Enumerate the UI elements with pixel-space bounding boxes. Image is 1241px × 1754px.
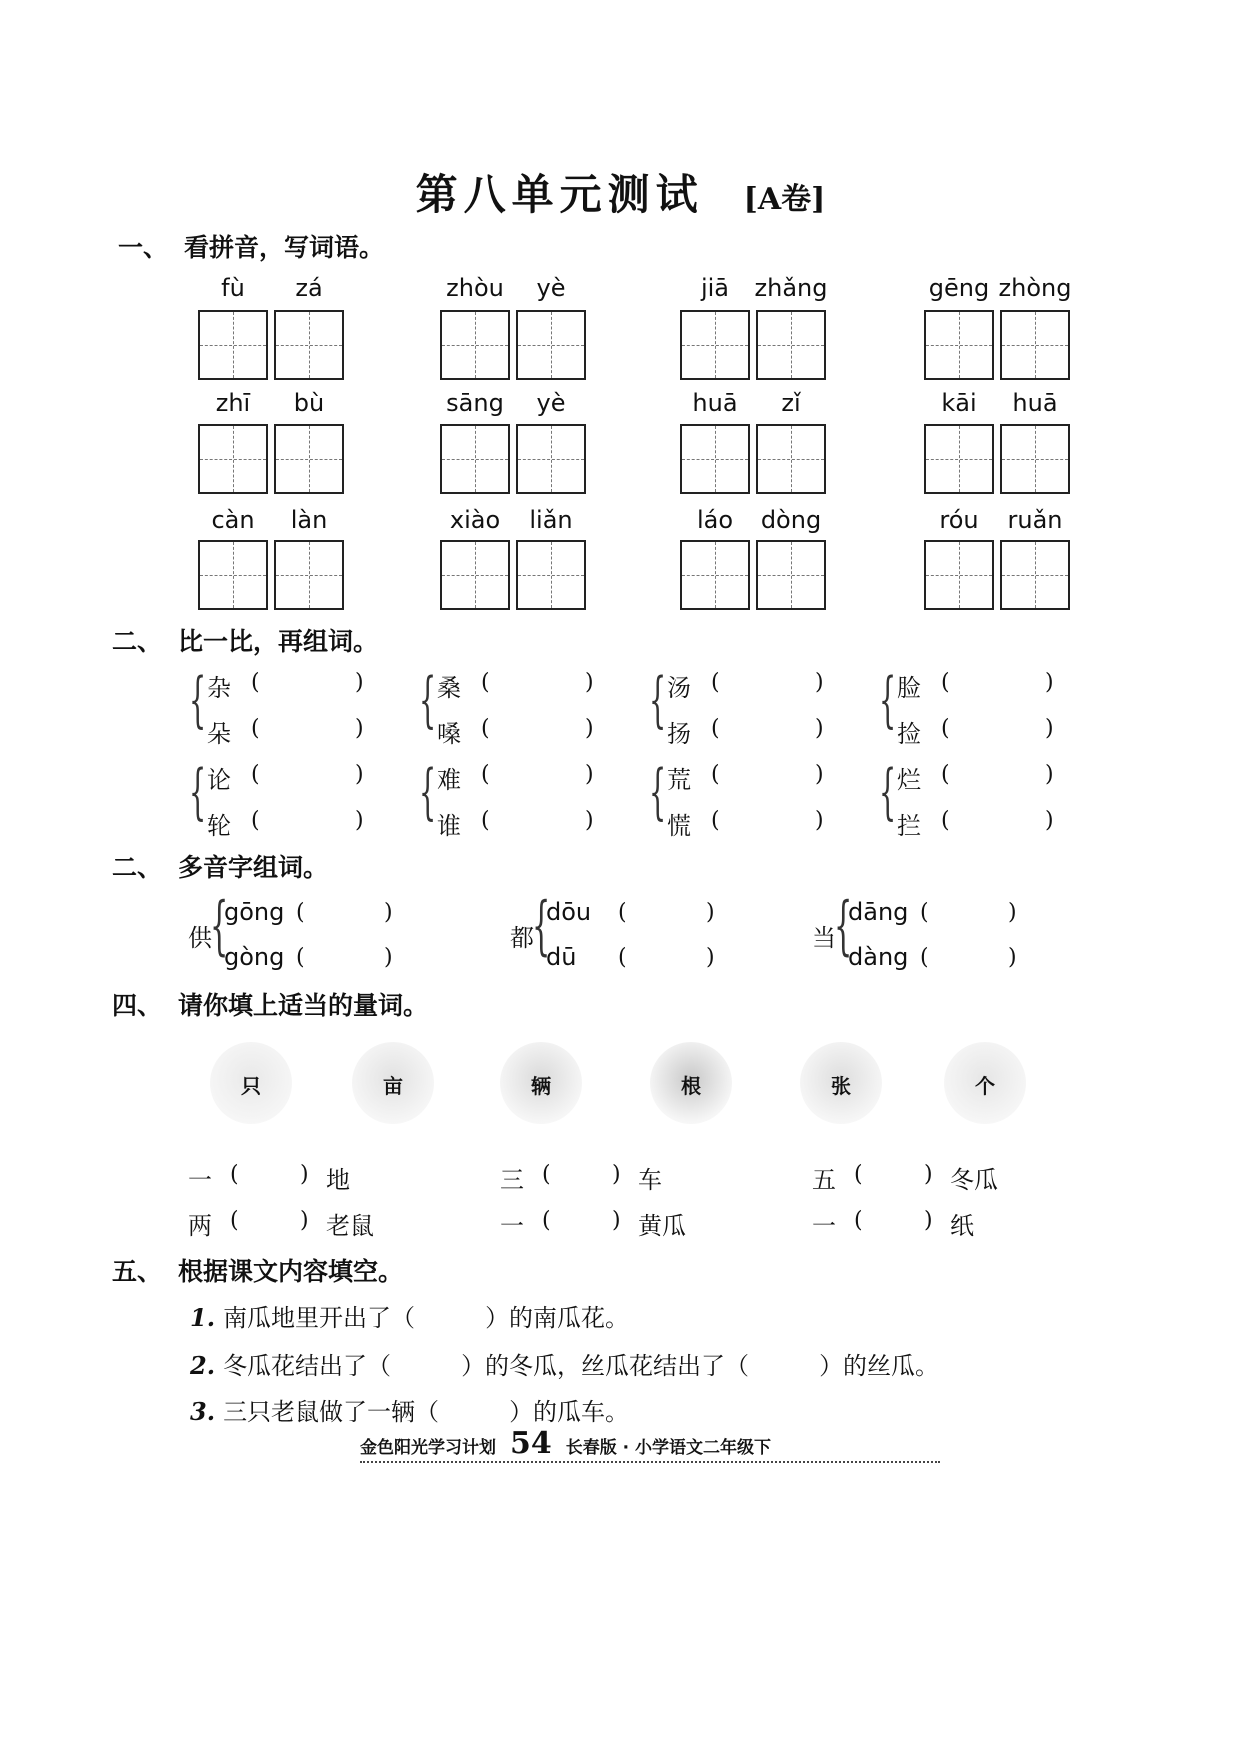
paren-open: ( — [542, 1208, 551, 1233]
writing-box[interactable] — [516, 540, 586, 610]
paren-close: ) — [355, 762, 364, 787]
writing-box[interactable] — [1000, 424, 1070, 494]
pinyin-label: bù — [293, 389, 325, 417]
paren-close: ) — [815, 670, 824, 695]
compare-char: 杂 — [207, 674, 231, 702]
paren-open: ( — [251, 762, 260, 787]
section-number: 一、 — [118, 233, 169, 262]
compare-char: 脸 — [897, 674, 921, 702]
writing-box[interactable] — [440, 424, 510, 494]
compare-char: 捡 — [897, 720, 921, 748]
brace-icon: { — [419, 757, 437, 827]
paren-close: ) — [384, 900, 393, 925]
section-title: 看拼音，写词语。 — [184, 233, 385, 262]
quantity-number: 三 — [500, 1166, 524, 1194]
section-number: 五、 — [112, 1257, 163, 1286]
paren-open: ( — [711, 808, 720, 833]
writing-box[interactable] — [198, 310, 268, 380]
reading-label: dàng — [848, 943, 909, 971]
fill-sentence — [190, 1298, 629, 1333]
answer-blank[interactable] — [955, 760, 1035, 790]
pinyin-label: zhòu — [446, 274, 504, 302]
compare-char: 烂 — [897, 766, 921, 794]
item-number: 2. — [190, 1351, 216, 1380]
fill-sentence — [190, 1346, 939, 1381]
pinyin-label: ruǎn — [1007, 506, 1063, 534]
answer-blank[interactable] — [310, 943, 380, 973]
quantity-number: 一 — [812, 1212, 836, 1240]
answer-blank[interactable] — [265, 760, 345, 790]
section-3-heading — [112, 848, 328, 884]
section-number: 二、 — [112, 853, 163, 882]
paren-close: ) — [585, 762, 594, 787]
writing-box[interactable] — [198, 540, 268, 610]
sentence-part: ）的丝瓜。 — [819, 1352, 940, 1380]
sentence-part: ）的南瓜花。 — [485, 1304, 630, 1332]
compare-char: 难 — [437, 766, 461, 794]
pinyin-label: jiā — [700, 274, 730, 302]
pinyin-label: fù — [221, 274, 245, 302]
paren-open: ( — [481, 762, 490, 787]
paren-close: ) — [924, 1162, 933, 1187]
answer-blank[interactable] — [868, 1206, 918, 1236]
answer-blank[interactable] — [495, 760, 575, 790]
measure-word-bubble — [800, 1042, 882, 1124]
paren-close: ) — [1045, 762, 1054, 787]
pinyin-label: zá — [295, 274, 323, 302]
pinyin-label: huā — [1012, 389, 1058, 417]
paren-open: ( — [481, 670, 490, 695]
pinyin-label: láo — [696, 506, 734, 534]
paren-close: ) — [924, 1208, 933, 1233]
compare-char: 拦 — [897, 812, 921, 840]
pinyin-label: xiào — [449, 506, 501, 534]
brace-icon: { — [879, 665, 897, 735]
paren-open: ( — [920, 945, 929, 970]
pinyin-label: huā — [692, 389, 738, 417]
item-number: 1. — [190, 1303, 216, 1332]
brace-icon: { — [879, 757, 897, 827]
reading-label: dū — [546, 943, 577, 971]
paren-close: ) — [706, 900, 715, 925]
paren-close: ) — [1045, 670, 1054, 695]
brace-icon: { — [189, 757, 207, 827]
answer-blank[interactable] — [632, 943, 702, 973]
writing-box[interactable] — [924, 540, 994, 610]
pinyin-label: càn — [211, 506, 255, 534]
paren-close: ) — [612, 1162, 621, 1187]
brace-icon: { — [189, 665, 207, 735]
section-4-heading — [112, 986, 428, 1022]
measure-word-bubble — [210, 1042, 292, 1124]
quantity-number: 一 — [188, 1166, 212, 1194]
brace-icon: { — [419, 665, 437, 735]
paren-open: ( — [941, 808, 950, 833]
answer-blank[interactable] — [725, 760, 805, 790]
answer-blank[interactable] — [556, 1160, 606, 1190]
answer-blank[interactable] — [955, 806, 1035, 836]
answer-blank[interactable] — [244, 1206, 294, 1236]
paren-close: ) — [815, 808, 824, 833]
compare-char: 朵 — [207, 720, 231, 748]
paren-close: ) — [300, 1162, 309, 1187]
paren-open: ( — [854, 1162, 863, 1187]
answer-blank[interactable] — [495, 714, 575, 744]
writing-box[interactable] — [516, 310, 586, 380]
writing-box[interactable] — [680, 540, 750, 610]
measure-word-bubble — [944, 1042, 1026, 1124]
paren-open: ( — [618, 900, 627, 925]
paren-close: ) — [1045, 716, 1054, 741]
answer-blank[interactable] — [955, 668, 1035, 698]
paren-close: ) — [355, 670, 364, 695]
paren-open: ( — [481, 716, 490, 741]
compare-char: 桑 — [437, 674, 461, 702]
paren-open: ( — [542, 1162, 551, 1187]
answer-blank[interactable] — [265, 806, 345, 836]
footer-series: 金色阳光学习计划 — [360, 1438, 496, 1458]
section-title: 请你填上适当的量词。 — [178, 991, 429, 1020]
pinyin-label: zhòng — [998, 274, 1072, 302]
answer-blank[interactable] — [632, 898, 702, 928]
writing-box[interactable] — [1000, 540, 1070, 610]
paren-close: ) — [1045, 808, 1054, 833]
noun-word: 冬瓜 — [950, 1166, 998, 1194]
paren-close: ) — [384, 945, 393, 970]
page-number: 54 — [510, 1426, 552, 1461]
paren-open: ( — [251, 808, 260, 833]
paren-close: ) — [585, 716, 594, 741]
measure-word: 根 — [681, 1074, 701, 1098]
paren-open: ( — [941, 762, 950, 787]
paren-open: ( — [854, 1208, 863, 1233]
paren-close: ) — [706, 945, 715, 970]
answer-blank[interactable] — [868, 1160, 918, 1190]
writing-box[interactable] — [756, 424, 826, 494]
compare-char: 汤 — [667, 674, 691, 702]
writing-box[interactable] — [198, 424, 268, 494]
section-1-heading — [118, 228, 384, 264]
measure-word: 辆 — [531, 1074, 551, 1098]
compare-char: 嗓 — [437, 720, 461, 748]
pinyin-label: zhǎng — [754, 274, 828, 302]
paren-close: ) — [612, 1208, 621, 1233]
section-title: 根据课文内容填空。 — [178, 1257, 404, 1286]
paren-open: ( — [618, 945, 627, 970]
paren-open: ( — [296, 945, 305, 970]
page-title — [0, 162, 1241, 222]
paren-open: ( — [296, 900, 305, 925]
answer-blank[interactable] — [244, 1160, 294, 1190]
section-number: 二、 — [112, 627, 163, 656]
paren-close: ) — [355, 808, 364, 833]
brace-icon: { — [210, 889, 229, 963]
reading-label: dāng — [848, 898, 909, 926]
quantity-number: 五 — [812, 1166, 836, 1194]
compare-char: 扬 — [667, 720, 691, 748]
answer-blank[interactable] — [310, 898, 380, 928]
compare-char: 论 — [207, 766, 231, 794]
writing-box[interactable] — [274, 540, 344, 610]
answer-blank[interactable] — [725, 668, 805, 698]
answer-blank[interactable] — [934, 898, 1004, 928]
pinyin-label: yè — [536, 274, 566, 302]
answer-blank[interactable] — [725, 714, 805, 744]
section-5-heading — [112, 1252, 403, 1288]
writing-box[interactable] — [440, 540, 510, 610]
answer-blank[interactable] — [725, 806, 805, 836]
section-number: 四、 — [112, 991, 163, 1020]
item-number: 3. — [190, 1397, 216, 1426]
fill-sentence — [190, 1392, 629, 1427]
footer-edition: 长春版 · 小学语文二年级下 — [565, 1438, 772, 1458]
sentence-part: 南瓜地里开出了（ — [223, 1304, 416, 1332]
pinyin-label: sāng — [446, 389, 504, 417]
writing-box[interactable] — [756, 310, 826, 380]
noun-word: 老鼠 — [326, 1212, 374, 1240]
pinyin-label: zhī — [215, 389, 251, 417]
quantity-number: 一 — [500, 1212, 524, 1240]
compare-char: 轮 — [207, 812, 231, 840]
writing-box[interactable] — [440, 310, 510, 380]
polyphone-char: 当 — [812, 924, 836, 952]
section-title: 多音字组词。 — [178, 853, 329, 882]
writing-box[interactable] — [274, 424, 344, 494]
title-text: 第八单元测试 — [415, 170, 704, 219]
answer-blank[interactable] — [495, 668, 575, 698]
answer-blank[interactable] — [265, 668, 345, 698]
noun-word: 地 — [326, 1166, 350, 1194]
compare-char: 慌 — [667, 812, 691, 840]
measure-word: 只 — [241, 1074, 261, 1098]
answer-blank[interactable] — [556, 1206, 606, 1236]
section-2-heading — [112, 622, 378, 658]
compare-char: 谁 — [437, 812, 461, 840]
answer-blank[interactable] — [495, 806, 575, 836]
paren-open: ( — [711, 762, 720, 787]
reading-label: dōu — [546, 898, 592, 926]
sentence-part: ）的冬瓜，丝瓜花结出了（ — [461, 1352, 750, 1380]
paren-open: ( — [230, 1208, 239, 1233]
noun-word: 黄瓜 — [638, 1212, 686, 1240]
paren-open: ( — [711, 716, 720, 741]
paren-open: ( — [251, 716, 260, 741]
paren-close: ) — [300, 1208, 309, 1233]
pinyin-label: gēng — [928, 274, 990, 302]
measure-word: 亩 — [383, 1074, 403, 1098]
sentence-part: 冬瓜花结出了（ — [223, 1352, 392, 1380]
brace-icon: { — [834, 889, 853, 963]
writing-box[interactable] — [924, 310, 994, 380]
writing-box[interactable] — [1000, 310, 1070, 380]
noun-word: 纸 — [950, 1212, 974, 1240]
writing-box[interactable] — [680, 424, 750, 494]
pinyin-label: làn — [290, 506, 328, 534]
writing-box[interactable] — [680, 310, 750, 380]
pinyin-label: kāi — [941, 389, 977, 417]
pinyin-label: róu — [939, 506, 979, 534]
measure-word-bubble — [500, 1042, 582, 1124]
writing-box[interactable] — [924, 424, 994, 494]
polyphone-char: 都 — [510, 924, 534, 952]
paren-close: ) — [1008, 900, 1017, 925]
sentence-part: 三只老鼠做了一辆（ — [223, 1398, 440, 1426]
pinyin-label: zǐ — [781, 389, 801, 417]
pinyin-label: dòng — [760, 506, 822, 534]
paren-close: ) — [585, 670, 594, 695]
writing-box[interactable] — [274, 310, 344, 380]
paren-open: ( — [941, 716, 950, 741]
paren-open: ( — [230, 1162, 239, 1187]
measure-word: 张 — [831, 1074, 851, 1098]
measure-word-bubble — [650, 1042, 732, 1124]
paren-close: ) — [355, 716, 364, 741]
brace-icon: { — [532, 889, 551, 963]
answer-blank[interactable] — [934, 943, 1004, 973]
brace-icon: { — [649, 757, 667, 827]
paren-open: ( — [941, 670, 950, 695]
pinyin-label: liǎn — [529, 506, 573, 534]
answer-blank[interactable] — [265, 714, 345, 744]
reading-label: gōng — [224, 898, 285, 926]
writing-box[interactable] — [756, 540, 826, 610]
paren-close: ) — [815, 716, 824, 741]
title-tag: [A卷] — [743, 182, 826, 217]
writing-box[interactable] — [516, 424, 586, 494]
polyphone-char: 供 — [188, 924, 212, 952]
noun-word: 车 — [638, 1166, 662, 1194]
measure-word: 个 — [975, 1074, 995, 1098]
measure-word-bubble — [352, 1042, 434, 1124]
paren-close: ) — [1008, 945, 1017, 970]
paren-open: ( — [481, 808, 490, 833]
paren-open: ( — [711, 670, 720, 695]
pinyin-label: yè — [536, 389, 566, 417]
sentence-part: ）的瓜车。 — [509, 1398, 630, 1426]
paren-open: ( — [920, 900, 929, 925]
paren-open: ( — [251, 670, 260, 695]
brace-icon: { — [649, 665, 667, 735]
paren-close: ) — [585, 808, 594, 833]
compare-char: 荒 — [667, 766, 691, 794]
page-footer — [360, 1426, 940, 1463]
reading-label: gòng — [224, 943, 285, 971]
answer-blank[interactable] — [955, 714, 1035, 744]
paren-close: ) — [815, 762, 824, 787]
section-title: 比一比，再组词。 — [178, 627, 379, 656]
quantity-number: 两 — [188, 1212, 212, 1240]
